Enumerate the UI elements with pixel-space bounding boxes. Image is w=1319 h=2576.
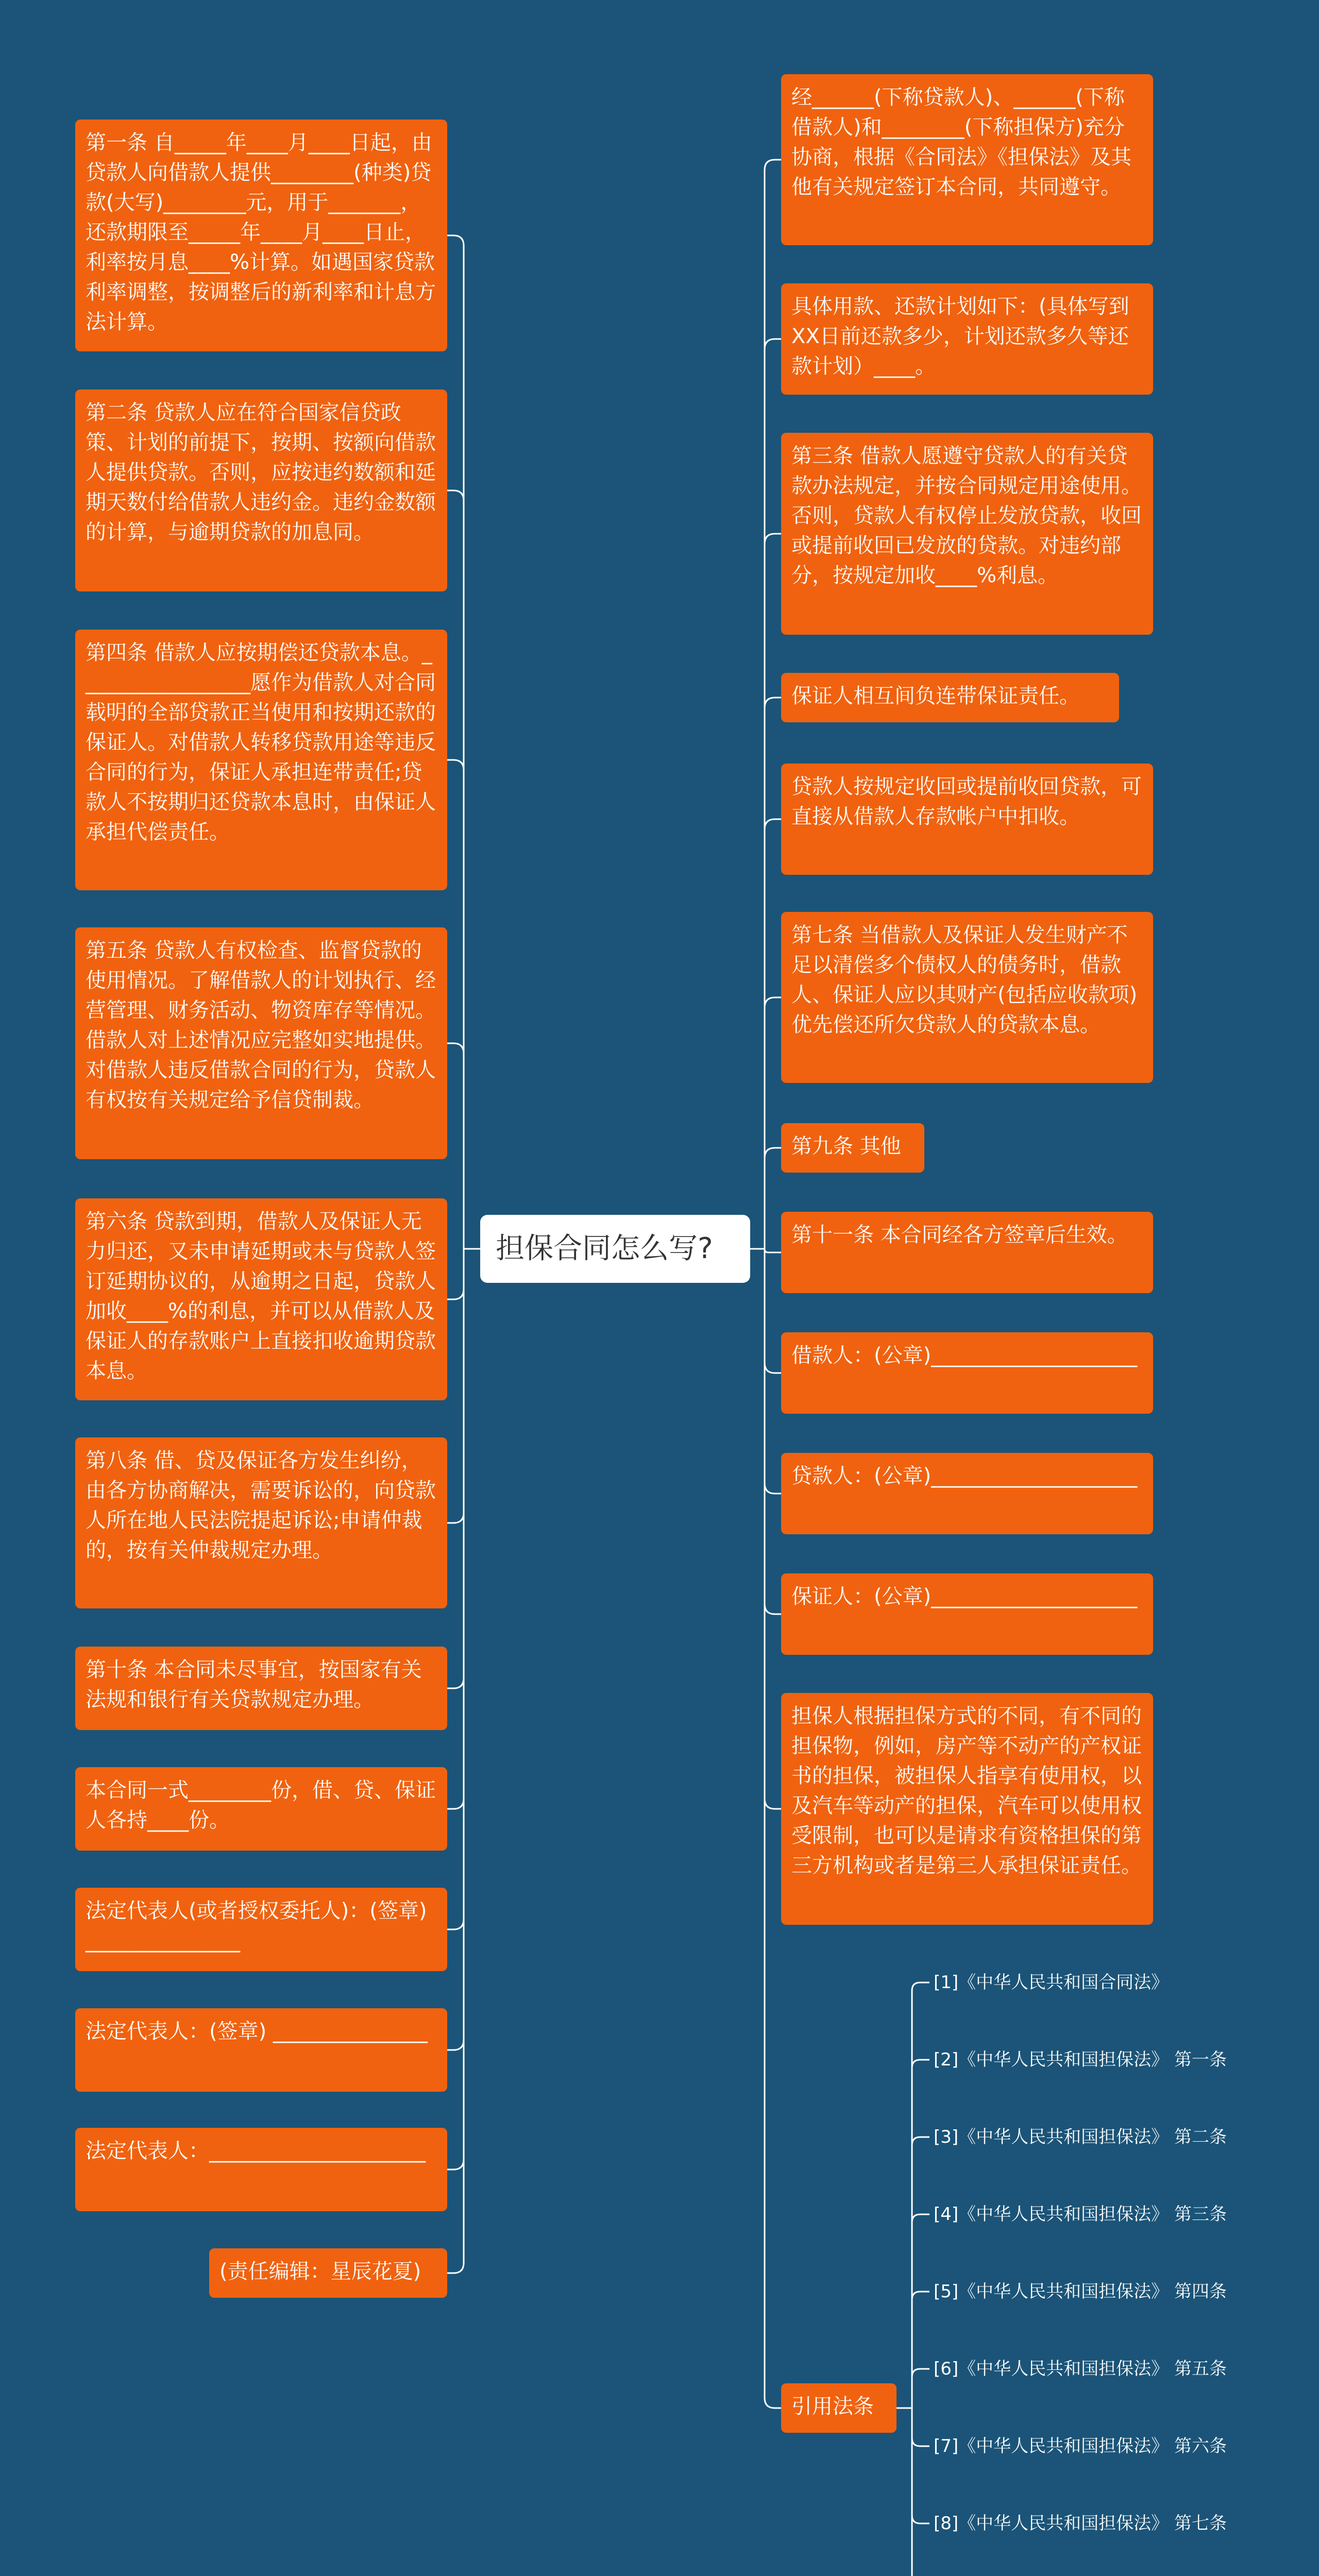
left-node-legal-rep[interactable]: 法定代表人：_____________________: [75, 2128, 447, 2211]
right-node-preamble[interactable]: 经______(下称贷款人)、______(下称借款人)和________(下称担保方)充分协商，根据《合同法》《担保法》及其他有关规定签订本合同，共同遵守。: [781, 74, 1153, 245]
left-branch-link: [447, 235, 464, 1249]
left-branch-link: [447, 1249, 464, 1809]
left-node-legal-rep-seal[interactable]: 法定代表人：(签章) _______________: [75, 2008, 447, 2092]
left-branch-link: [447, 1249, 464, 1523]
right-branch-link: [765, 1249, 781, 1252]
right-node-borrower-seal[interactable]: 借款人：(公章)____________________: [781, 1332, 1153, 1414]
reference-link: [912, 2408, 929, 2576]
left-node-article-4[interactable]: 第四条 借款人应按期偿还贷款本息。_________________愿作为借款人对合同载明的全部贷款正当使用和按期还款的保证人。对借款人转移贷款用途等违反合同的行为，保证人承担连带责任;贷款人不按期归还贷款本息时，由保证人承担代偿责任。: [75, 630, 447, 890]
left-branch-link: [447, 1249, 464, 1299]
right-branch-link: [765, 997, 781, 1249]
left-node-article-10[interactable]: 第十条 本合同未尽事宜，按国家有关法规和银行有关贷款规定办理。: [75, 1647, 447, 1730]
reference-link: [912, 2137, 929, 2408]
left-branch-link: [447, 1043, 464, 1249]
left-node-article-2[interactable]: 第二条 贷款人应在符合国家信贷政策、计划的前提下，按期、按额向借款人提供贷款。否则，应按违约数额和延期天数付给借款人违约金。违约金数额的计算，与逾期贷款的加息同。: [75, 389, 447, 591]
reference-link: [912, 2060, 929, 2408]
right-node-joint-liability[interactable]: 保证人相互间负连带保证责任。: [781, 673, 1119, 722]
right-branch-link: [765, 1249, 781, 2408]
right-branch-link: [765, 819, 781, 1249]
left-node-article-6[interactable]: 第六条 贷款到期，借款人及保证人无力归还，又未申请延期或未与贷款人签订延期协议的，从逾期之日起，贷款人加收____%的利息，并可以从借款人及保证人的存款账户上直接扣收逾期贷款本息。: [75, 1198, 447, 1400]
right-node-article-9[interactable]: 第九条 其他: [781, 1123, 924, 1173]
reference-link: [912, 2214, 929, 2408]
right-node-guarantee-types[interactable]: 担保人根据担保方式的不同，有不同的担保物，例如，房产等不动产的产权证书的担保，被担保人指享有使用权，以及汽车等动产的担保，汽车可以使用权受限制，也可以是请求有资格担保的第三方机构或者是第三人承担保证责任。: [781, 1693, 1153, 1925]
right-branch-link: [765, 339, 781, 1249]
left-branch-link: [447, 1249, 464, 2170]
left-node-copies[interactable]: 本合同一式________份，借、贷、保证人各持____份。: [75, 1767, 447, 1851]
reference-link: [912, 2292, 929, 2408]
reference-item[interactable]: [8]《中华人民共和国担保法》 第七条: [934, 2513, 1227, 2534]
reference-item[interactable]: [7]《中华人民共和国担保法》 第六条: [934, 2436, 1227, 2456]
reference-link: [912, 2408, 929, 2523]
left-node-article-5[interactable]: 第五条 贷款人有权检查、监督贷款的使用情况。了解借款人的计划执行、经营管理、财务活动、物资库存等情况。借款人对上述情况应完整如实地提供。对借款人违反借款合同的行为，贷款人有权按有关规定给予信贷制裁。: [75, 927, 447, 1159]
right-node-guarantor-seal[interactable]: 保证人：(公章)____________________: [781, 1573, 1153, 1655]
right-node-repayment-plan[interactable]: 具体用款、还款计划如下：(具体写到XX日前还款多少，计划还款多久等还款计划）____。: [781, 283, 1153, 395]
left-branch-link: [447, 1249, 464, 1688]
right-node-lender-seal[interactable]: 贷款人：(公章)____________________: [781, 1453, 1153, 1534]
reference-link: [912, 1982, 929, 2408]
central-topic[interactable]: 担保合同怎么写?: [480, 1215, 750, 1283]
reference-item[interactable]: [3]《中华人民共和国担保法》 第二条: [934, 2127, 1227, 2147]
left-node-article-1[interactable]: 第一条 自_____年____月____日起，由贷款人向借款人提供________(种类)贷款(大写)________元，用于_______，还款期限至_____年____月____日止，利率按月息____%计算。如遇国家贷款利率调整，按调整后的新利率和计息方法计算。: [75, 120, 447, 351]
left-branch-link: [447, 1249, 464, 1929]
left-node-editor[interactable]: (责任编辑：星辰花夏): [209, 2248, 447, 2298]
right-node-article-3[interactable]: 第三条 借款人愿遵守贷款人的有关贷款办法规定，并按合同规定用途使用。否则，贷款人有权停止发放贷款，收回或提前收回已发放的贷款。对违约部分，按规定加收____%利息。: [781, 433, 1153, 635]
left-branch-link: [447, 760, 464, 1249]
right-branch-link: [765, 698, 781, 1249]
right-node-cited-laws[interactable]: 引用法条: [781, 2383, 897, 2433]
reference-link: [912, 2369, 929, 2408]
right-node-deduct-deposit[interactable]: 贷款人按规定收回或提前收回贷款，可直接从借款人存款帐户中扣收。: [781, 764, 1153, 875]
right-branch-link: [765, 1249, 781, 1373]
right-branch-link: [765, 160, 781, 1249]
reference-link: [912, 2408, 929, 2576]
reference-item[interactable]: [2]《中华人民共和国担保法》 第一条: [934, 2049, 1227, 2070]
right-branch-link: [765, 534, 781, 1249]
reference-item[interactable]: [4]《中华人民共和国担保法》 第三条: [934, 2204, 1227, 2225]
reference-item[interactable]: [5]《中华人民共和国担保法》 第四条: [934, 2281, 1227, 2302]
right-branch-link: [765, 1249, 781, 1614]
left-branch-link: [447, 1249, 464, 2273]
reference-link: [912, 2408, 929, 2576]
reference-link: [912, 2408, 929, 2576]
right-branch-link: [765, 1148, 781, 1249]
left-node-legal-rep-authorized[interactable]: 法定代表人(或者授权委托人)：(签章) _______________: [75, 1888, 447, 1971]
left-node-article-8[interactable]: 第八条 借、贷及保证各方发生纠纷，由各方协商解决，需要诉讼的，向贷款人所在地人民法院提起诉讼;申请仲裁的，按有关仲裁规定办理。: [75, 1437, 447, 1608]
left-branch-link: [447, 490, 464, 1249]
reference-link: [912, 2408, 929, 2446]
right-branch-link: [765, 1249, 781, 1809]
reference-item[interactable]: [6]《中华人民共和国担保法》 第五条: [934, 2359, 1227, 2379]
right-node-article-11[interactable]: 第十一条 本合同经各方签章后生效。: [781, 1212, 1153, 1293]
right-node-article-7[interactable]: 第七条 当借款人及保证人发生财产不足以清偿多个债权人的债务时，借款人、保证人应以其财产(包括应收款项)优先偿还所欠贷款人的贷款本息。: [781, 912, 1153, 1083]
reference-item[interactable]: [1]《中华人民共和国合同法》: [934, 1972, 1169, 1993]
